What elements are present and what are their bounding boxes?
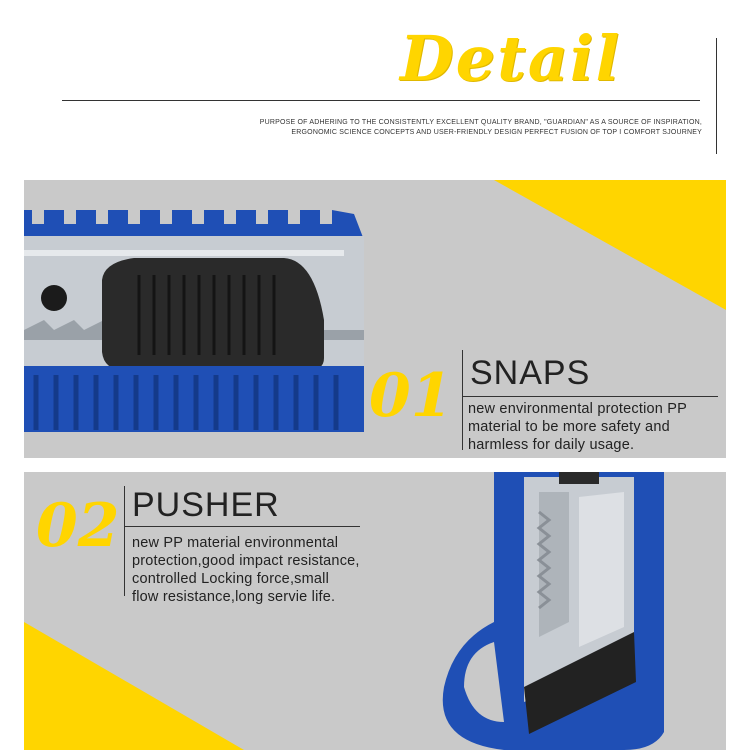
header-vertical-divider (716, 38, 717, 154)
tagline-line-2: ERGONOMIC SCIENCE CONCEPTS AND USER-FRIENDLY DESIGN PERFECT FUSION OF TOP I COMFORT SJOURNEY (291, 129, 702, 136)
feature-panel-pusher (24, 472, 726, 750)
feature-heading-snaps: SNAPS (470, 354, 591, 392)
yellow-corner-accent (494, 180, 726, 310)
feature-1-divider (462, 350, 463, 450)
page-title: Detail (400, 22, 622, 95)
feature-2-underline (124, 526, 360, 527)
feature-heading-pusher: PUSHER (132, 486, 280, 524)
header-tagline (260, 118, 702, 138)
feature-number-01: 01 (369, 361, 453, 431)
yellow-corner-accent (24, 622, 244, 750)
feature-panel-snaps (24, 180, 726, 458)
panel-gap (0, 458, 750, 472)
tagline-line-1: PURPOSE OF ADHERING TO THE CONSISTENTLY EXCELLENT QUALITY BRAND, "GUARDIAN" AS A SOURCE OF INSPIRATION, (259, 119, 702, 126)
desc-line: harmless for daily usage. (468, 437, 635, 453)
feature-2-divider (124, 486, 125, 596)
header-divider (62, 100, 700, 101)
desc-line: new environmental protection PP (468, 401, 687, 417)
feature-desc-pusher (132, 534, 360, 606)
header (0, 0, 750, 180)
pusher-product-photo (24, 472, 726, 750)
feature-1-underline (462, 396, 718, 397)
desc-line: protection,good impact resistance, (132, 553, 360, 569)
feature-desc-snaps (468, 400, 687, 454)
desc-line: material to be more safety and (468, 419, 670, 435)
feature-number-02: 02 (36, 491, 120, 561)
lock-button-icon (41, 285, 67, 311)
desc-line: flow resistance,long servie life. (132, 589, 336, 605)
desc-line: controlled Locking force,small (132, 571, 330, 587)
desc-line: new PP material environmental (132, 535, 339, 551)
